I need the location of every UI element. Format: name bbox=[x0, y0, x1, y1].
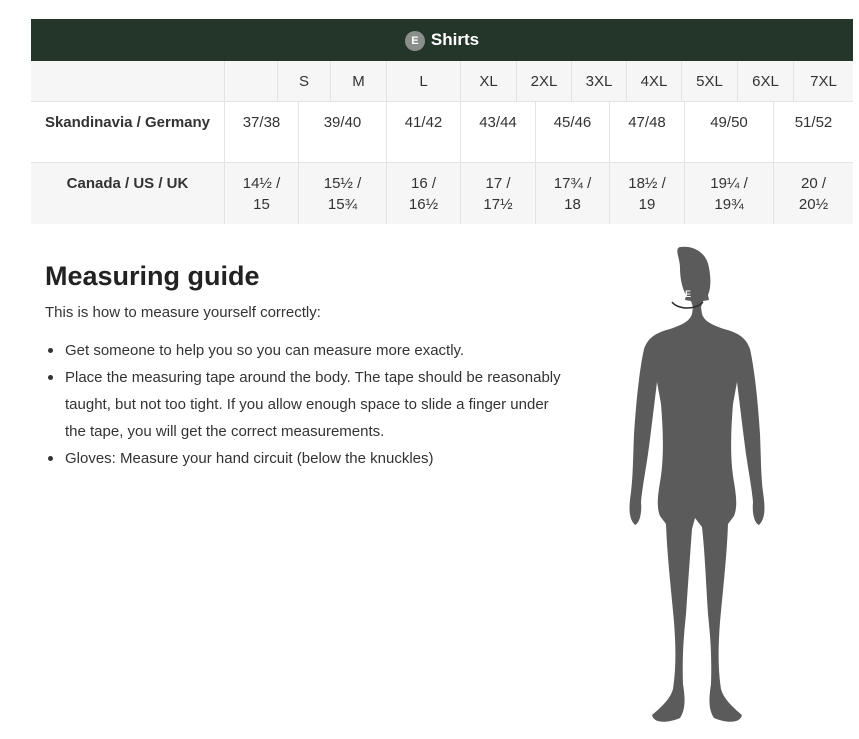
table-cell: 14½ / 15 bbox=[225, 163, 299, 224]
list-item: Get someone to help you so you can measure more exactly. bbox=[45, 337, 565, 364]
table-cell: 20 / 20½ bbox=[798, 175, 829, 213]
table-cell: 18½ / 19 bbox=[610, 163, 685, 224]
table-cell: 43/44 bbox=[461, 102, 536, 162]
measuring-guide bbox=[45, 258, 585, 472]
table-cell: 17¾ / 18 bbox=[536, 163, 610, 224]
list-item: Gloves: Measure your hand circuit (below the knuckles) bbox=[45, 445, 565, 472]
list-item: Place the measuring tape around the body. The tape should be reasonably taught, but not too tight. If you allow enough space to slide a finger under the tape, you will get the correct measurements. bbox=[45, 364, 565, 445]
table-cell: 16 / 16½ bbox=[387, 163, 461, 224]
row-label-canada-us-uk: Canada / US / UK bbox=[31, 163, 225, 224]
table-cell: 17 / 17½ bbox=[461, 163, 536, 224]
size-header-l: L bbox=[387, 61, 461, 101]
guide-title: Measuring guide bbox=[45, 261, 260, 291]
size-table bbox=[31, 19, 853, 224]
table-cell: 19¼ / 19¾ bbox=[685, 163, 774, 224]
empty-header-cell bbox=[31, 61, 225, 101]
table-cell: 15½ / 15¾ bbox=[299, 163, 387, 224]
size-header-row bbox=[31, 61, 853, 102]
size-header-xl: XL bbox=[461, 61, 517, 101]
table-row bbox=[31, 163, 853, 224]
guide-list bbox=[45, 337, 585, 472]
table-cell: 39/40 bbox=[299, 102, 387, 162]
size-header-m: M bbox=[331, 61, 387, 101]
size-header-6xl: 6XL bbox=[738, 61, 794, 101]
table-title: Shirts bbox=[430, 30, 480, 49]
table-cell: 47/48 bbox=[610, 102, 685, 162]
size-header-4xl: 4XL bbox=[627, 61, 682, 101]
table-cell: 37/38 bbox=[225, 102, 299, 162]
table-cell: 49/50 bbox=[685, 102, 774, 162]
table-row bbox=[31, 102, 853, 163]
table-header bbox=[31, 19, 853, 61]
table-cell: 51/52 bbox=[794, 114, 833, 131]
neck-marker: E bbox=[684, 289, 692, 299]
size-header-2xl: 2XL bbox=[517, 61, 572, 101]
size-header-spacer bbox=[225, 61, 278, 101]
size-header-5xl: 5XL bbox=[682, 61, 738, 101]
size-header-s: S bbox=[278, 61, 331, 101]
body-figure bbox=[608, 244, 768, 732]
row-label-skandinavia: Skandinavia / Germany bbox=[31, 102, 225, 162]
guide-intro: This is how to measure yourself correctly: bbox=[45, 304, 321, 321]
size-header-3xl: 3XL bbox=[572, 61, 627, 101]
size-code-badge: E bbox=[405, 31, 425, 51]
size-header-7xl: 7XL bbox=[810, 72, 837, 90]
table-cell: 41/42 bbox=[387, 102, 461, 162]
table-cell: 45/46 bbox=[536, 102, 610, 162]
human-silhouette-icon bbox=[608, 244, 768, 732]
